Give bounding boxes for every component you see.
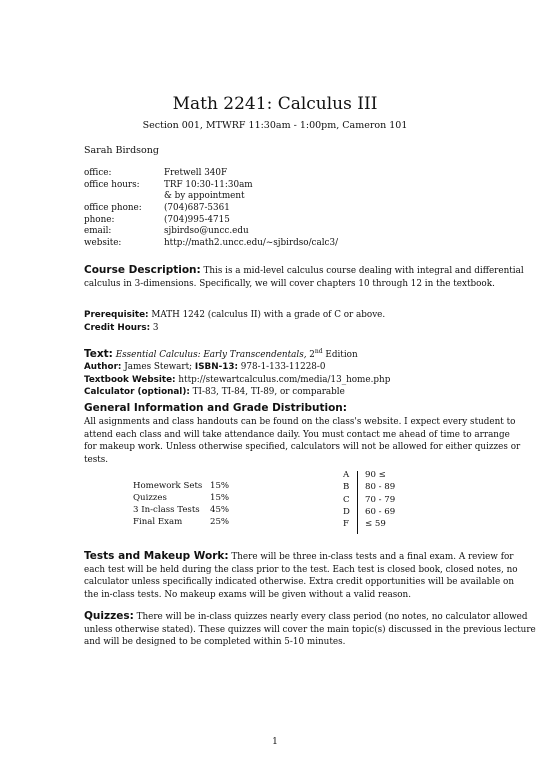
grade-letter: F bbox=[343, 519, 349, 530]
general-info-heading: General Information and Grade Distribution: bbox=[84, 402, 347, 414]
course-description-heading: Course Description: bbox=[84, 264, 201, 276]
grade-range: 90 ≤ bbox=[365, 470, 386, 480]
grade-weight-percent: 15% bbox=[210, 481, 230, 491]
author-label: Author: bbox=[84, 362, 122, 373]
tests-heading: Tests and Makeup Work: bbox=[84, 550, 229, 562]
office-hours-label: office hours: bbox=[84, 179, 140, 190]
tests-line-4: the in-class tests. No makeup exams will be given without a valid reason. bbox=[84, 589, 411, 600]
tests-line-3: calculator unless specifically indicated otherwise. Extra credit opportunities will be available on bbox=[84, 577, 515, 587]
tests-section bbox=[84, 550, 518, 601]
grade-weight-percent: 25% bbox=[210, 517, 230, 527]
general-info-line-3: for makeup work. Unless otherwise specified, calculators will not be allowed for either quizzes or bbox=[84, 442, 521, 452]
prerequisite-section bbox=[84, 309, 468, 334]
grade-weight-percent: 45% bbox=[210, 505, 230, 515]
author-value: James Stewart; bbox=[121, 362, 193, 373]
isbn-value: 978-1-133-11228-0 bbox=[238, 362, 326, 373]
grade-weight-percent: 15% bbox=[210, 493, 230, 503]
grade-weight-item: Homework Sets bbox=[133, 481, 203, 491]
office-hours-value: TRF 10:30-11:30am bbox=[164, 179, 253, 190]
isbn-label: ISBN-13: bbox=[194, 362, 239, 373]
tests-line-2: each test will be held during the class prior to the test. Each test is closed book, closed notes, no bbox=[84, 564, 518, 575]
course-description bbox=[84, 264, 524, 290]
office-phone-value: (704)687-5361 bbox=[164, 203, 230, 214]
credit-hours-value: 3 bbox=[150, 322, 159, 333]
phone-label: phone: bbox=[84, 214, 115, 225]
quizzes-section bbox=[84, 610, 536, 649]
credit-hours-label: Credit Hours: bbox=[84, 322, 151, 333]
grade-weight-item: Final Exam bbox=[133, 517, 183, 527]
text-label: Text: bbox=[84, 347, 113, 360]
office-value: Fretwell 340F bbox=[164, 168, 228, 178]
calculator-value: TI-83, TI-84, TI-89, or comparable bbox=[189, 387, 345, 398]
grade-letter: A bbox=[343, 470, 350, 480]
quizzes-line-3: and will be designed to be completed within 5-10 minutes. bbox=[84, 637, 346, 647]
general-info-text bbox=[84, 416, 521, 466]
tests-line-1: There will be three in-class tests and a final exam. A review for bbox=[228, 552, 514, 562]
grade-letter: B bbox=[343, 482, 350, 493]
textbook-edition-word: Edition bbox=[322, 349, 358, 360]
textbook-website-link[interactable]: http://stewartcalculus.com/media/13_home.php bbox=[175, 374, 391, 385]
textbook-website-label: Textbook Website: bbox=[84, 374, 176, 385]
website-label: website: bbox=[84, 238, 122, 249]
grade-scale-divider bbox=[357, 471, 358, 534]
grade-range: 80 - 89 bbox=[365, 482, 396, 493]
course-title: Math 2241: Calculus III bbox=[172, 94, 378, 114]
office-phone-label: office phone: bbox=[84, 203, 142, 214]
textbook-title: Essential Calculus: Early Transcendentals, bbox=[115, 349, 307, 360]
general-info-line-4: tests. bbox=[84, 454, 109, 465]
instructor-name: Sarah Birdsong bbox=[84, 145, 159, 156]
course-description-line-1: This is a mid-level calculus course dealing with integral and differential bbox=[200, 266, 524, 276]
office-label: office: bbox=[84, 168, 112, 178]
website-link[interactable]: http://math2.uncc.edu/~sjbirdso/calc3/ bbox=[164, 238, 339, 249]
grade-letter: D bbox=[343, 506, 350, 517]
page-number: 1 bbox=[272, 737, 278, 747]
grade-weight-item: Quizzes bbox=[133, 493, 167, 503]
general-info-line-1: All asignments and class handouts can be found on the class's website. I expect every student to bbox=[84, 417, 516, 427]
calculator-label: Calculator (optional): bbox=[84, 387, 190, 398]
grade-range: 60 - 69 bbox=[365, 506, 396, 517]
textbook-edition-suffix: nd bbox=[314, 348, 323, 355]
office-hours-value-2: & by appointment bbox=[164, 191, 245, 202]
prerequisite-label: Prerequisite: bbox=[84, 310, 149, 320]
grade-range: 70 - 79 bbox=[365, 494, 396, 505]
phone-value: (704)995-4715 bbox=[164, 214, 230, 225]
email-label: email: bbox=[84, 226, 112, 237]
grade-range: ≤ 59 bbox=[365, 519, 386, 530]
quizzes-heading: Quizzes: bbox=[84, 610, 134, 622]
course-section-info: Section 001, MTWRF 11:30am - 1:00pm, Cameron 101 bbox=[142, 120, 408, 131]
general-info-line-2: attend each class and will take attendance daily. You must contact me ahead of time to arrange bbox=[84, 429, 510, 440]
textbook-section bbox=[84, 346, 468, 399]
textbook-edition-number: 2 bbox=[306, 349, 315, 360]
grade-weight-item: 3 In-class Tests bbox=[133, 505, 200, 515]
grade-letter: C bbox=[343, 494, 350, 505]
quizzes-line-1: There will be in-class quizzes nearly every class period (no notes, no calculator allowed bbox=[133, 612, 528, 622]
quizzes-line-2: unless otherwise stated). These quizzes will cover the main topic(s) discussed in the previous lecture bbox=[84, 624, 536, 635]
email-link[interactable]: sjbirdso@uncc.edu bbox=[164, 226, 249, 237]
course-description-line-2: calculus in 3-dimensions. Specifically, we will cover chapters 10 through 12 in the textbook. bbox=[84, 278, 495, 289]
prerequisite-text: MATH 1242 (calculus II) with a grade of C or above. bbox=[148, 310, 386, 320]
